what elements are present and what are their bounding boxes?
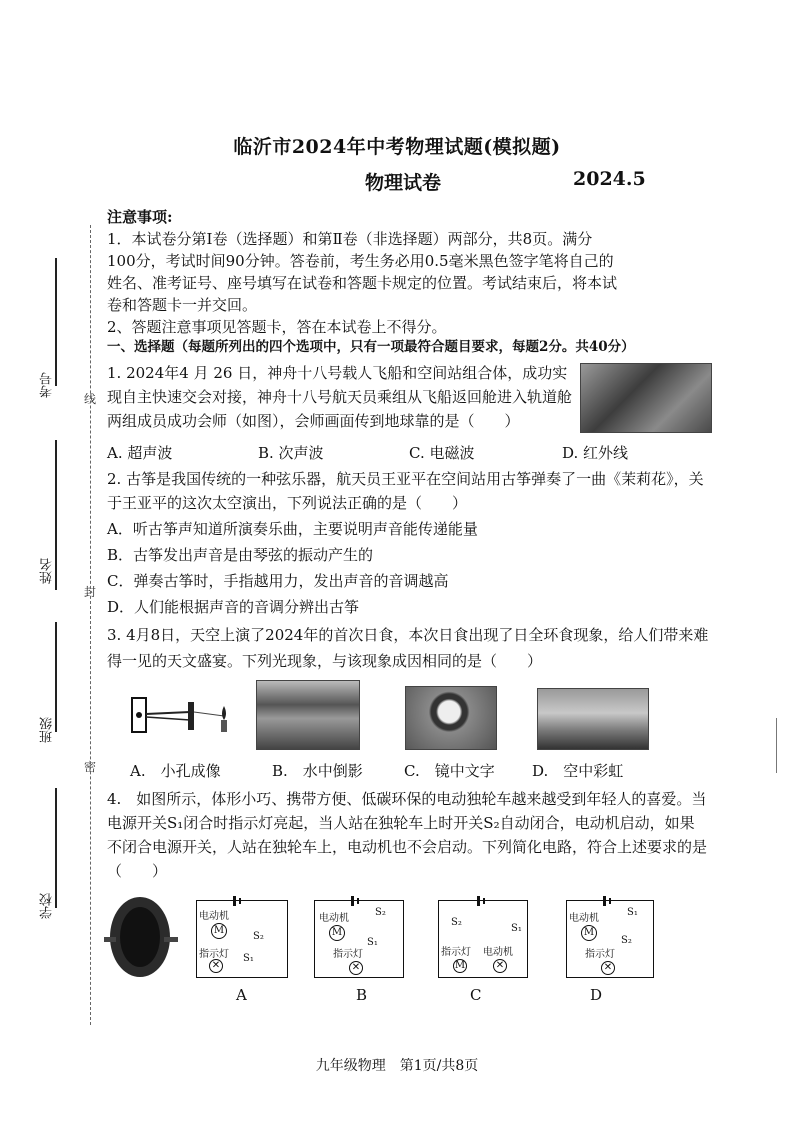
margin-exam-no-line (55, 258, 57, 386)
question-4-line: 不闭合电源开关，人站在独轮车上，电动机也不会启动。下列简化电路，符合上述要求的是 (107, 838, 708, 856)
mirror-text-photo (405, 686, 497, 750)
margin-name-line (55, 440, 57, 590)
section-heading: 一、选择题（每题所列出的四个选项中，只有一项最符合题目要求，每题2分。共40分） (107, 339, 635, 355)
margin-exam-no-label: 考号 (40, 372, 55, 398)
circuit-d (566, 900, 654, 978)
circuit-a-lamp-label: 指示灯 (199, 949, 229, 960)
margin-school-line (55, 788, 57, 908)
circuit-b-s1-label: S₁ (367, 937, 378, 948)
page-footer: 九年级物理 第1页/共8页 (315, 1058, 479, 1074)
margin-name-label: 姓名 (40, 558, 55, 584)
question-1-line: 现自主快速交会对接，神舟十八号航天员乘组从飞船返回舱进入轨道舱 (107, 388, 573, 406)
circuit-d-lamp-label: 指示灯 (585, 949, 615, 960)
circuit-a (196, 900, 288, 978)
q1-option-c: C. 电磁波 (409, 444, 475, 462)
circuit-d-lamp-icon: ✕ (601, 961, 615, 975)
margin-school-label: 学校 (40, 893, 55, 919)
circuit-b-lamp-icon: ✕ (349, 961, 363, 975)
seal-mark-line: 线 (84, 392, 97, 406)
q1-option-d: D. 红外线 (562, 444, 629, 462)
circuit-c-s2-label: S₂ (451, 917, 462, 928)
rainbow-photo (537, 688, 649, 750)
question-3-line: 得一见的天文盛宴。下列光现象，与该现象成因相同的是（ ） (107, 652, 543, 670)
q3-option-b: B. 水中倒影 (272, 762, 363, 780)
circuit-d-motor-icon: M (581, 925, 597, 941)
unicycle-photo (102, 895, 182, 985)
circuit-c-lamp-label: 指示灯 (441, 947, 471, 958)
circuit-b-lamp-label: 指示灯 (333, 949, 363, 960)
q2-option-c: C．弹奏古筝时，手指越用力，发出声音的音调越高 (107, 572, 449, 590)
circuit-a-lamp-icon: ✕ (209, 959, 223, 973)
margin-class-line (55, 622, 57, 732)
margin-class-label: 班级 (40, 717, 55, 743)
question-4-line: （ ） (107, 862, 168, 880)
right-edge-mark (776, 718, 777, 773)
circuit-a-caption: A (236, 986, 247, 1004)
notice-line: 2、答题注意事项见答题卡，答在本试卷上不得分。 (107, 318, 447, 336)
question-1-line: 两组成员成功会师（如图），会师画面传到地球靠的是（ ） (107, 412, 520, 430)
question-4-line: 4. 如图所示，体形小巧、携带方便、低碳环保的电动独轮车越来越受到年轻人的喜爱。当 (107, 790, 707, 808)
circuit-c-caption: C (470, 986, 482, 1004)
notice-line: 1．本试卷分第Ⅰ卷（选择题）和第Ⅱ卷（非选择题）两部分，共8页。满分 (107, 230, 593, 248)
circuit-b-s2-label: S₂ (375, 907, 386, 918)
q3-option-a: A. 小孔成像 (130, 762, 221, 780)
q1-option-b: B. 次声波 (258, 444, 324, 462)
circuit-b (314, 900, 404, 978)
margin-dashed-line (90, 225, 91, 1025)
exam-date: 2024.5 (573, 168, 646, 190)
question-3-line: 3. 4月8日，天空上演了2024年的首次日食，本次日食出现了日全环食现象，给人们带来难 (107, 626, 709, 644)
circuit-a-s1-label: S₁ (243, 953, 254, 964)
notice-heading: 注意事项: (107, 208, 173, 226)
circuit-c (438, 900, 528, 978)
circuit-b-motor-icon: M (329, 925, 345, 941)
page-subtitle: 物理试卷 (365, 172, 442, 194)
seal-mark-secret: 密 (84, 760, 97, 774)
q2-option-b: B．古筝发出声音是由琴弦的振动产生的 (107, 546, 374, 564)
circuit-b-motor-label: 电动机 (319, 913, 349, 924)
notice-line: 100分，考试时间90分钟。答卷前，考生务必用0.5毫米黑色签字笔将自己的 (107, 252, 614, 270)
q2-option-d: D．人们能根据声音的音调分辨出古筝 (107, 598, 360, 616)
circuit-d-s1-label: S₁ (627, 907, 638, 918)
circuit-c-motor-icon: M (454, 960, 466, 971)
q3-option-c: C. 镜中文字 (404, 762, 495, 780)
circuit-c-motor-label: 电动机 (483, 947, 513, 958)
water-reflection-photo (256, 680, 360, 750)
question-2-line: 于王亚平的这次太空演出，下列说法正确的是（ ） (107, 494, 468, 512)
circuit-d-caption: D (590, 986, 603, 1004)
q2-option-a: A．听古筝声知道所演奏乐曲，主要说明声音能传递能量 (107, 520, 478, 538)
circuit-a-motor-label: 电动机 (199, 911, 229, 922)
question-4-line: 电源开关S₁闭合时指示灯亮起，当人站在独轮车上时开关S₂自动闭合，电动机启动，如果 (107, 814, 695, 832)
circuit-d-s2-label: S₂ (621, 935, 632, 946)
notice-line: 姓名、准考证号、座号填写在试卷和答题卡规定的位置。考试结束后，将本试 (107, 274, 618, 292)
seal-mark-seal: 封 (84, 585, 97, 599)
circuit-c-lamp-icon: ✕ (493, 959, 507, 973)
astronauts-photo (580, 363, 712, 433)
pinhole-diagram (128, 690, 238, 740)
question-1-line: 1. 2024年4 月 26 日，神舟十八号载人飞船和空间站组合体，成功实 (107, 364, 568, 382)
circuit-a-s2-label: S₂ (253, 931, 264, 942)
circuit-c-s1-label: S₁ (511, 923, 522, 934)
notice-line: 卷和答题卡一并交回。 (107, 296, 258, 314)
question-2-line: 2. 古筝是我国传统的一种弦乐器，航天员王亚平在空间站用古筝弹奏了一曲《茉莉花》，关 (107, 470, 704, 488)
page-title: 临沂市2024年中考物理试题(模拟题) (233, 136, 561, 158)
circuit-d-motor-label: 电动机 (569, 913, 599, 924)
circuit-a-motor-icon: M (211, 923, 227, 939)
q1-option-a: A. 超声波 (107, 444, 173, 462)
circuit-b-caption: B (356, 986, 368, 1004)
q3-option-d: D. 空中彩虹 (532, 762, 624, 780)
